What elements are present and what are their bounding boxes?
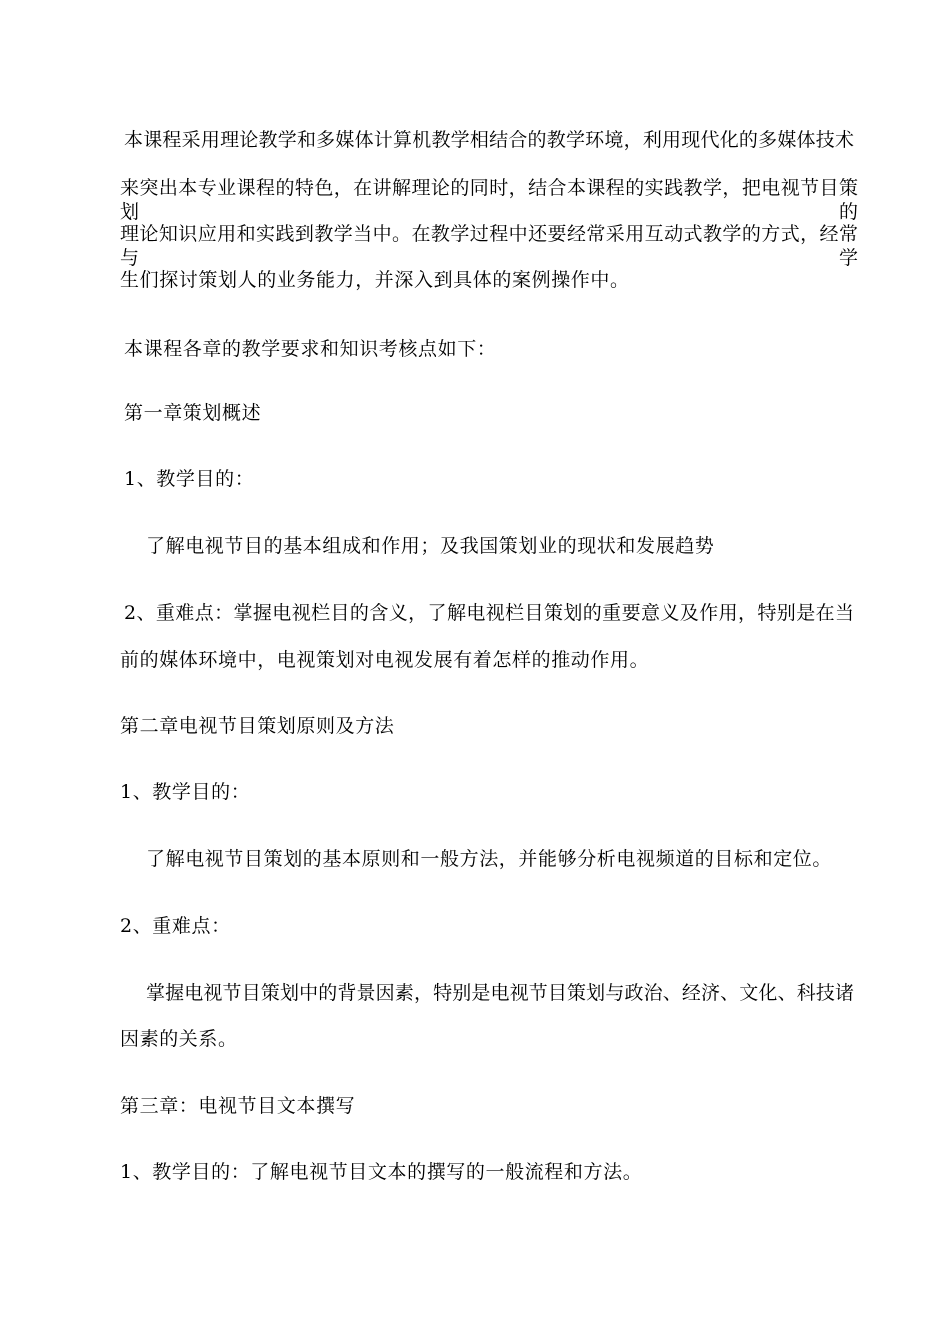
paragraph-intro-line-4: 生们探讨策划人的业务能力，并深入到具体的案例操作中。: [120, 269, 630, 291]
paragraph-intro-line-1: 本课程采用理论教学和多媒体计算机教学相结合的教学环境，利用现代化的多媒体技术: [124, 129, 854, 151]
chapter-2-objective-text: 了解电视节目策划的基本原则和一般方法，并能够分析电视频道的目标和定位。: [146, 848, 833, 870]
paragraph-intro-line-3: 理论知识应用和实践到教学当中。在教学过程中还要经常采用互动式教学的方式，经常与学: [120, 223, 858, 269]
chapter-1-objective-text: 了解电视节目的基本组成和作用；及我国策划业的现状和发展趋势: [146, 535, 715, 557]
chapter-2-key-points-line-2: 因素的关系。: [120, 1028, 238, 1050]
requirements-intro: 本课程各章的教学要求和知识考核点如下：: [124, 338, 497, 360]
chapter-1-objective-label: 1、教学目的：: [124, 468, 255, 490]
chapter-1-key-points-line-1: 2、重难点：掌握电视栏目的含义，了解电视栏目策划的重要意义及作用，特别是在当: [124, 602, 854, 624]
chapter-2-heading: 第二章电视节目策划原则及方法: [120, 715, 395, 737]
chapter-2-key-points-line-1: 掌握电视节目策划中的背景因素，特别是电视节目策划与政治、经济、文化、科技诸: [146, 982, 854, 1004]
chapter-1-key-points-line-2: 前的媒体环境中，电视策划对电视发展有着怎样的推动作用。: [120, 649, 650, 671]
chapter-3-heading: 第三章：电视节目文本撰写: [120, 1095, 356, 1117]
chapter-2-objective-label: 1、教学目的：: [120, 781, 251, 803]
paragraph-intro-line-2: 来突出本专业课程的特色，在讲解理论的同时，结合本课程的实践教学，把电视节目策划的: [120, 177, 858, 223]
chapter-1-heading: 第一章策划概述: [124, 402, 262, 424]
chapter-3-objective: 1、教学目的：了解电视节目文本的撰写的一般流程和方法。: [120, 1161, 643, 1183]
chapter-2-key-points-label: 2、重难点：: [120, 915, 231, 937]
